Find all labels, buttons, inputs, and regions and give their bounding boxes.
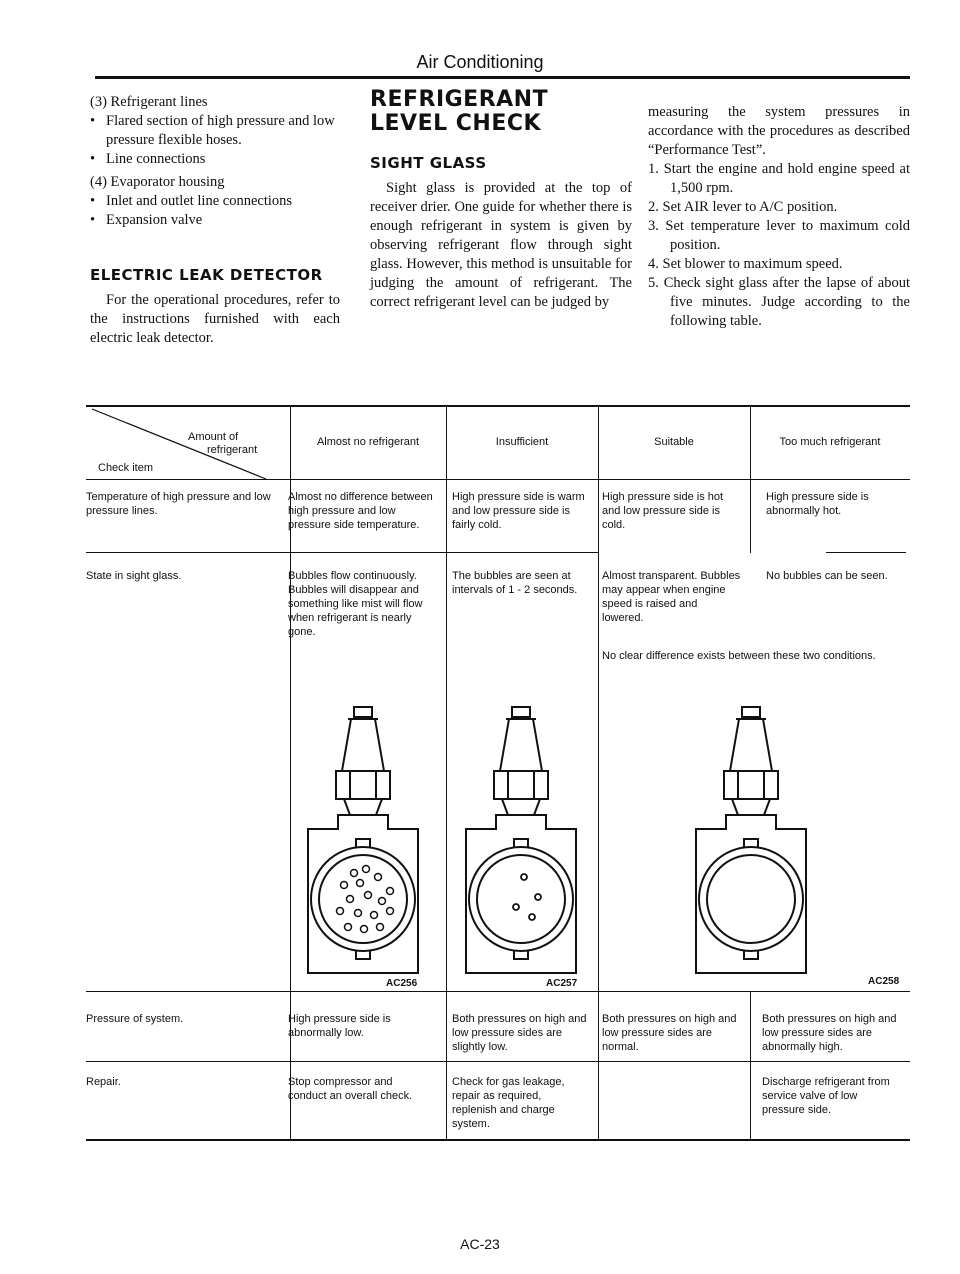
sight-glass-heading: SIGHT GLASS [370, 154, 487, 172]
item-3-bullet: • Flared section of high pressure and low pressure flexible hoses. [90, 112, 340, 150]
page-number: AC-23 [460, 1236, 500, 1252]
column-header-suitable: Suitable [654, 436, 694, 448]
sight-glass-clear-figure [686, 701, 816, 976]
cell-glass-too-much: No bubbles can be seen. [766, 570, 888, 582]
row-label-temperature: Temperature of high pressure and low pressure lines. [86, 491, 271, 517]
item-4-bullet: • Expansion valve [90, 211, 340, 230]
corner-refrigerant-label: refrigerant [207, 444, 258, 456]
cell-temp-almost-no: Almost no difference between high pressure and low pressure side temperature. [288, 491, 433, 531]
cell-pressure-too-much: Both pressures on high and low pressure sides are abnormally high. [762, 1013, 897, 1053]
step-item: 2. Set AIR lever to A/C position. [648, 199, 838, 215]
item-4: (4) Evaporator housing [90, 174, 225, 190]
refrigerant-check-table [86, 405, 910, 1141]
column-divider [598, 405, 599, 1140]
right-column [648, 103, 910, 331]
cell-repair-almost-no: Stop compressor and conduct an overall check. [288, 1076, 413, 1102]
section-title-line1: REFRIGERANT [370, 87, 549, 112]
row-label-sight-glass: State in sight glass. [86, 570, 182, 582]
row-divider [86, 1061, 910, 1062]
step-item: 1. Start the engine and hold engine speed at 1,500 rpm. [648, 161, 910, 196]
cell-glass-shared-note: No clear difference exists between these two conditions. [602, 650, 876, 662]
item-4-bullet: • Inlet and outlet line connections [90, 192, 340, 211]
electric-leak-heading: ELECTRIC LEAK DETECTOR [90, 266, 323, 284]
cell-pressure-suitable: Both pressures on high and low pressure sides are normal. [602, 1013, 737, 1053]
cell-repair-too-much: Discharge refrigerant from service valve of low pressure side. [762, 1076, 890, 1116]
column-header-too-much: Too much refrigerant [779, 436, 881, 448]
column-header-insufficient: Insufficient [495, 436, 549, 448]
page-header: Air Conditioning [416, 52, 544, 72]
cell-temp-too-much: High pressure side is abnormally hot. [766, 491, 869, 517]
corner-amount-label: Amount of [188, 431, 239, 443]
column-divider [750, 992, 751, 1140]
cell-temp-suitable: High pressure side is hot and low pressure side is cold. [602, 491, 724, 531]
row-label-pressure: Pressure of system. [86, 1013, 184, 1025]
cell-repair-insufficient: Check for gas leakage, repair as required, replenish and charge system. [452, 1076, 565, 1130]
item-3-bullet: • Line connections [90, 150, 340, 169]
cell-temp-insufficient: High pressure side is warm and low pressure side is fairly cold. [452, 491, 585, 531]
row-divider [86, 552, 598, 553]
row-divider [826, 552, 906, 553]
table-bottom-rule [86, 1139, 910, 1141]
cell-glass-insufficient: The bubbles are seen at intervals of 1 - 2 seconds. [452, 570, 578, 596]
sight-glass-intervals-figure [456, 701, 586, 976]
figure-code-ac257: AC257 [546, 978, 578, 989]
corner-check-item-label: Check item [98, 462, 154, 474]
cell-glass-almost-no: Bubbles flow continuously. Bubbles will disappear and something like mist will flow when refrigerant is nearly gone. [288, 570, 423, 638]
row-label-repair: Repair. [86, 1076, 121, 1088]
electric-leak-text: For the operational procedures, refer to the instructions furnished with each electric leak detector. [90, 292, 340, 346]
sight-glass-bubbles-figure [298, 701, 428, 976]
left-column [90, 93, 340, 348]
column-divider [446, 405, 447, 1140]
figure-code-ac258: AC258 [868, 976, 900, 987]
cell-glass-suitable: Almost transparent. Bubbles may appear when engine speed is raised and lowered. [602, 570, 741, 624]
sight-glass-text: Sight glass is provided at the top of receiver drier. One guide for whether there is enough refrigerant in system is given by observing refrigerant flow through sight glass. However, this method is unsuitable for judging the amount of refrigerant. The correct refrigerant level can be judged by [370, 180, 632, 310]
item-3: (3) Refrigerant lines [90, 94, 208, 110]
header-rule [95, 76, 910, 79]
middle-column [370, 88, 632, 312]
column-header-almost-no: Almost no refrigerant [316, 436, 420, 448]
cell-pressure-almost-no: High pressure side is abnormally low. [288, 1013, 391, 1039]
section-title-line2: LEVEL CHECK [370, 111, 542, 136]
step-item: 4. Set blower to maximum speed. [648, 256, 843, 272]
row-divider [86, 991, 910, 992]
step-item: 3. Set temperature lever to maximum cold position. [648, 218, 910, 253]
step-item: 5. Check sight glass after the lapse of about five minutes. Judge according to the following table. [648, 275, 910, 329]
figure-code-ac256: AC256 [386, 978, 418, 989]
cell-pressure-insufficient: Both pressures on high and low pressure sides are slightly low. [452, 1013, 587, 1053]
right-intro: measuring the system pressures in accordance with the procedures as described “Performance Test”. [648, 104, 910, 158]
